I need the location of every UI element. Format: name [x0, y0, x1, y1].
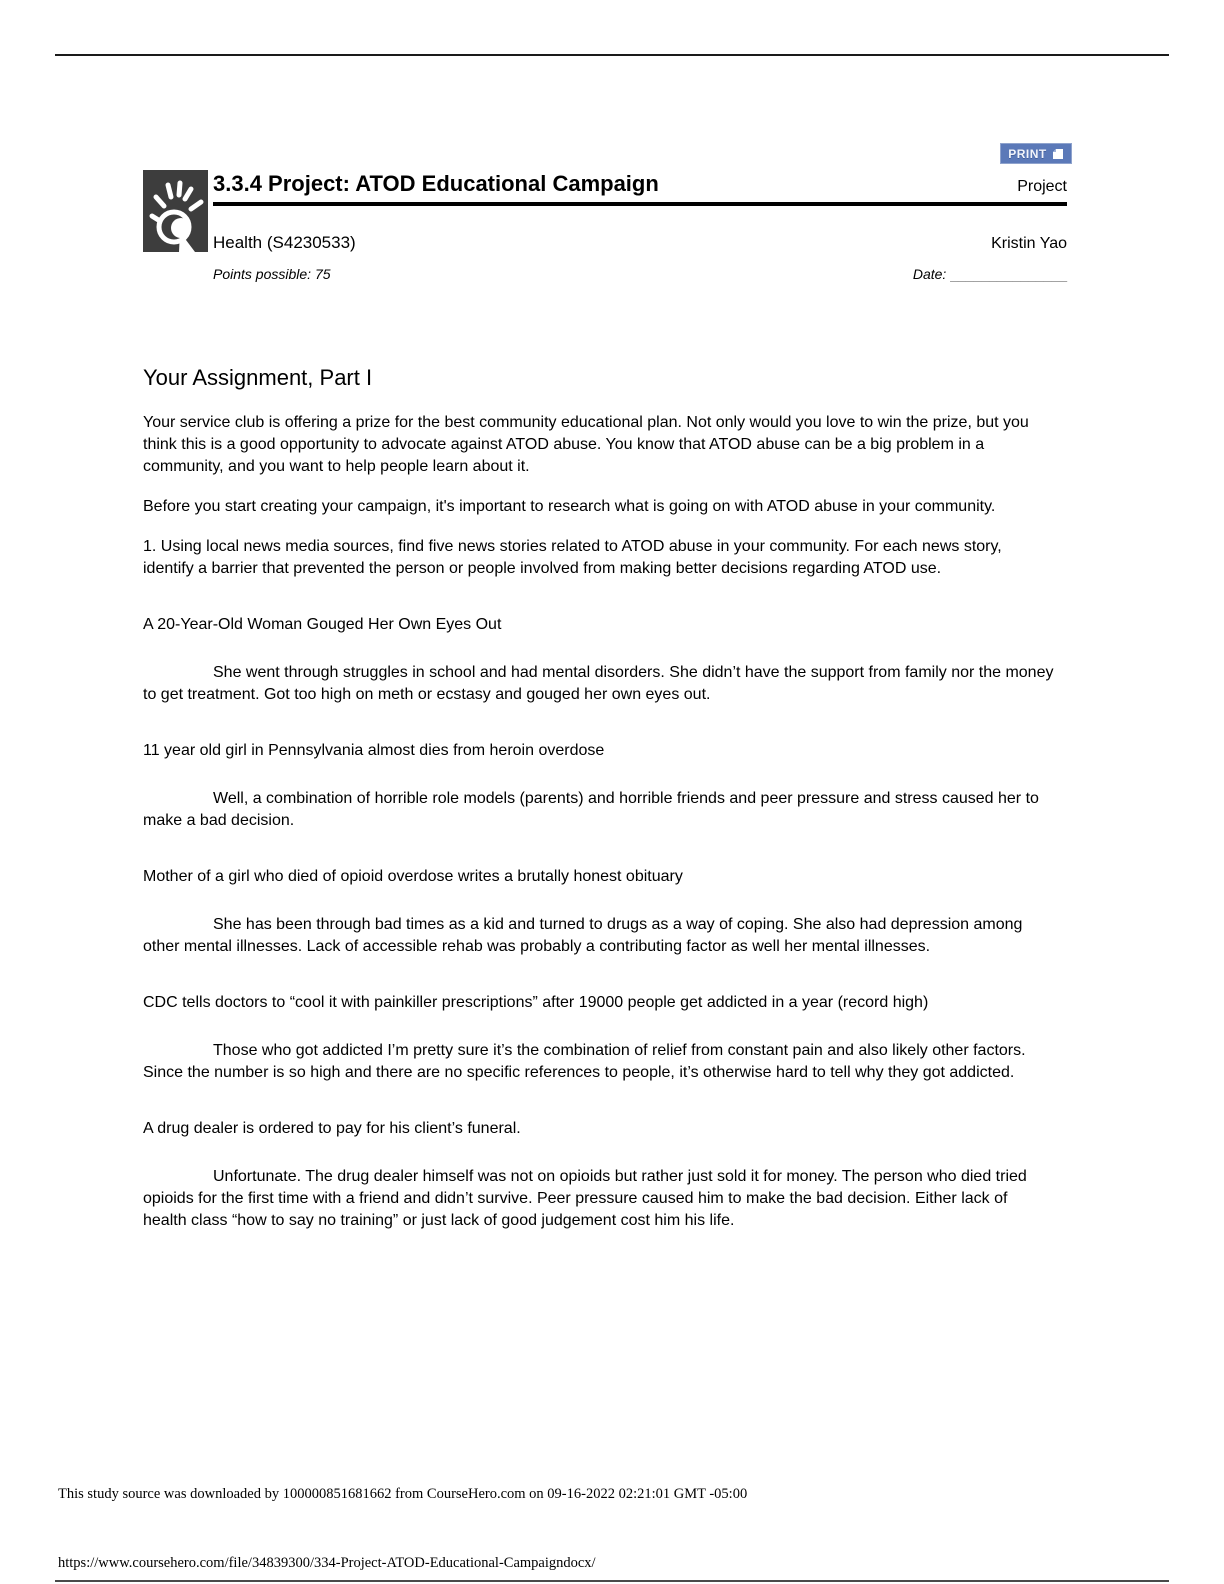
section-heading: Your Assignment, Part I [143, 365, 373, 390]
news-story-headline-5: A drug dealer is ordered to pay for his client’s funeral. [143, 1120, 521, 1137]
source-url-link[interactable]: https://www.coursehero.com/file/34839300/334-Project-ATOD-Educational-Campaigndocx/ [58, 1555, 596, 1571]
student-response-5: Unfortunate. The drug dealer himself was not on opioids but rather just sold it for money. The person who died tried opioids for the first time with a friend and didn’t survive. Peer pressure caused him to make the bad decision. Either lack of health class “how to say no training” or just lack of good judgement cost him his life. [143, 1168, 1027, 1229]
date-label: Date: [912, 266, 947, 282]
download-notice: This study source was downloaded by 100000851681662 from CourseHero.com on 09-16-2022 02:21:01 GMT -05:00 [58, 1486, 748, 1502]
date-field [913, 266, 1067, 282]
student-response-2: Well, a combination of horrible role models (parents) and horrible friends and peer pressure and stress caused her to make a bad decision. [143, 790, 1039, 829]
student-name: Kristin Yao [991, 235, 1067, 252]
date-blank-line: _______________ [950, 266, 1067, 282]
print-button[interactable] [1000, 143, 1072, 164]
news-story-headline-3: Mother of a girl who died of opioid overdose writes a brutally honest obituary [143, 868, 683, 885]
document-header [213, 171, 1067, 282]
instruction-paragraph: 1. Using local news media sources, find five news stories related to ATOD abuse in your community. For each news story, identify a barrier that prevented the person or people involved from making better decisions regarding ATOD use. [143, 538, 1002, 577]
news-story-headline-2: 11 year old girl in Pennsylvania almost dies from heroin overdose [143, 742, 605, 759]
print-button-label: PRINT [1008, 146, 1047, 161]
assignment-body [143, 364, 1055, 1232]
student-response-3: She has been through bad times as a kid and turned to drugs as a way of coping. She also had depression among other mental illnesses. Lack of accessible rehab was probably a contributing factor as well her mental illnesses. [143, 916, 1023, 955]
news-story-headline-4: CDC tells doctors to “cool it with painkiller prescriptions” after 19000 people get addicted in a year (record high) [143, 994, 929, 1011]
intro-paragraph-2: Before you start creating your campaign, it's important to research what is going on with ATOD abuse in your community. [143, 498, 996, 515]
coursehero-footer [58, 1486, 1158, 1572]
top-divider [55, 54, 1169, 56]
student-response-4: Those who got addicted I’m pretty sure it’s the combination of relief from constant pain and also likely other factors. Since the number is so high and there are no specific references to people, it’s otherwise hard to tell why they got addicted. [143, 1042, 1026, 1081]
print-page-icon [1052, 148, 1064, 160]
bottom-divider [55, 1580, 1169, 1582]
title-underline [213, 202, 1067, 206]
intro-paragraph-1: Your service club is offering a prize for the best community educational plan. Not only would you love to win the prize, but you think this is a good opportunity to advocate against ATOD abuse. You know that ATOD abuse can be a big problem in a community, and you want to help people learn about it. [143, 414, 1029, 475]
course-name: Health (S4230533) [213, 233, 356, 252]
student-response-1: She went through struggles in school and had mental disorders. She didn’t have the support from family nor the money to get treatment. Got too high on meth or ecstasy and gouged her own eyes out. [143, 664, 1054, 703]
page-title: 3.3.4 Project: ATOD Educational Campaign [213, 171, 659, 196]
document-type-label: Project [1017, 178, 1067, 195]
apex-learning-logo-icon [143, 170, 208, 252]
points-possible-label: Points possible: 75 [213, 266, 331, 282]
news-story-headline-1: A 20-Year-Old Woman Gouged Her Own Eyes Out [143, 616, 502, 633]
